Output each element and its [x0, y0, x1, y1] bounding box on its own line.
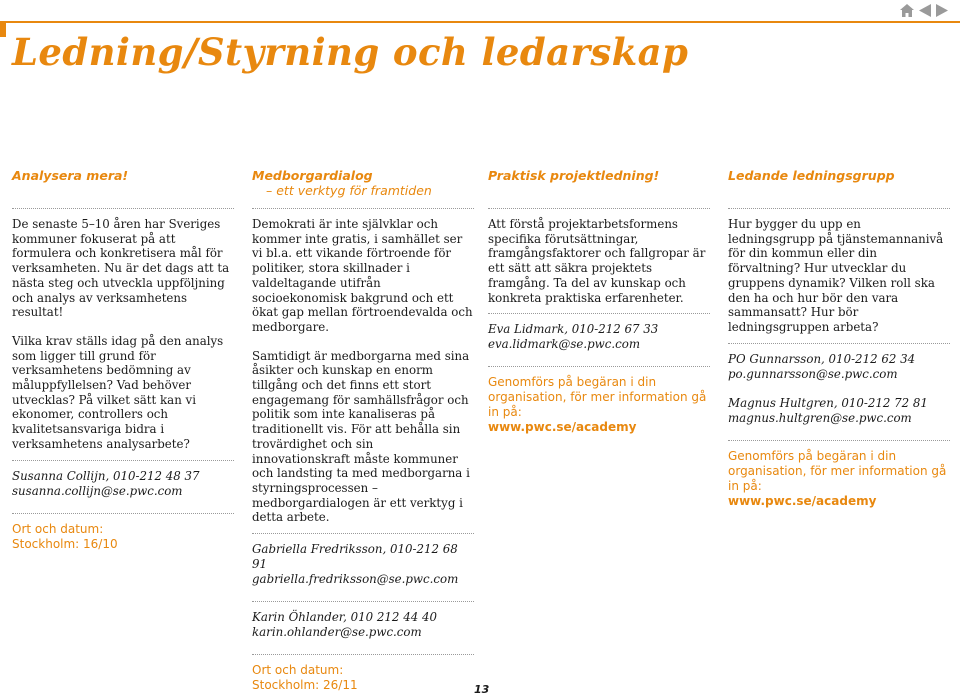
contact [12, 469, 234, 499]
paragraph: De senaste 5–10 åren har Sveriges kommuner fokuserat på att formulera och konkretisera mål för verksamheten. Nu är det dags att ta nästa steg och utveckla uppföljning och analys av verksamhetens resultat! [12, 217, 230, 320]
contact-email[interactable]: po.gunnarsson@se.pwc.com [728, 366, 898, 381]
dotted-divider [12, 513, 234, 514]
dotted-divider [488, 313, 710, 314]
header-rule-cap [0, 21, 6, 37]
column-body [728, 217, 950, 335]
dotted-divider [728, 343, 950, 344]
dotted-divider [252, 654, 474, 655]
contact-email[interactable]: magnus.hultgren@se.pwc.com [728, 410, 912, 425]
contact [252, 610, 474, 640]
column-ledande-ledningsgrupp [728, 168, 950, 509]
dotted-divider [252, 533, 474, 534]
info-link[interactable]: www.pwc.se/academy [488, 420, 637, 435]
dotted-divider [728, 208, 950, 209]
contact-name: Susanna Collijn, 010-212 48 37 [12, 468, 200, 483]
page-number: 13 [474, 683, 490, 695]
home-icon[interactable] [900, 2, 914, 21]
column-analysera-mera [12, 168, 234, 552]
contact-name: Eva Lidmark, 010-212 67 33 [488, 322, 659, 337]
info-label: Genomförs på begäran i din organisation, för mer information gå in på: [488, 375, 707, 420]
paragraph: Hur bygger du upp en ledningsgrupp på tjänstemannanivå för din kommun eller din förvaltning? Hur utvecklar du gruppens dynamik? Vilken roll ska den ha och hur bör den vara sammansatt? Hur bör ledningsgruppen arbeta? [728, 217, 944, 334]
column-heading: Ledande ledningsgrupp [728, 168, 895, 183]
column-body [12, 217, 234, 452]
heading-sub: – ett verktyg för framtiden [266, 183, 432, 198]
contact-name: Magnus Hultgren, 010-212 72 81 [728, 395, 928, 410]
course-info [252, 663, 474, 693]
forward-arrow-icon[interactable] [936, 2, 948, 21]
column-heading: Praktisk projektledning! [488, 168, 660, 183]
course-info [728, 449, 950, 509]
paragraph: Samtidigt är medborgarna med sina åsikter och kunskap en enorm tillgång och det finns ett stort engagemang för samhällsfrågor och politik som inte kanaliseras på traditionellt vis. För att behålla sin trovärdighet och sin innovationskraft måste kommuner och landsting ta med medborgarna i styrningsprocessen – medborgardialogen är ett verktyg i detta arbete. [252, 348, 470, 525]
dotted-divider [728, 440, 950, 441]
course-info [488, 375, 710, 435]
heading-main: Medborgardialog [252, 168, 373, 183]
page-navigation [900, 2, 948, 21]
course-info [12, 522, 234, 552]
dotted-divider [12, 460, 234, 461]
back-arrow-icon[interactable] [919, 2, 931, 21]
contact [252, 542, 474, 587]
contact-name: Karin Öhlander, 010 212 44 40 [252, 610, 437, 625]
column-body [488, 217, 710, 305]
contact-name: PO Gunnarsson, 010-212 62 34 [728, 351, 916, 366]
paragraph: Vilka krav ställs idag på den analys som ligger till grund för verksamhetens bedömning av måluppfyllelsen? Vad behöver utvecklas? På vilket sätt kan vi ekonomer, controllers och kvalitetsansvariga bidra i verksamhetens analysarbete? [12, 333, 224, 451]
column-praktisk-projektledning [488, 168, 710, 435]
dotted-divider [252, 208, 474, 209]
contact [488, 322, 710, 352]
info-link[interactable]: www.pwc.se/academy [728, 493, 877, 508]
contact [728, 396, 950, 426]
contact-name: Gabriella Fredriksson, 010-212 68 91 [252, 542, 458, 572]
header-rule [0, 21, 960, 23]
dotted-divider [12, 208, 234, 209]
column-body [252, 217, 474, 525]
paragraph: Demokrati är inte självklar och kommer inte gratis, i samhället ser vi bl.a. ett vikande förtroende för politiker, stora skillnader i valdeltagande utifrån socioekonomisk bakgrund och ett ökat gap mellan förtroendevalda och medborgare. [252, 217, 473, 334]
contact-email[interactable]: karin.ohlander@se.pwc.com [252, 625, 422, 640]
info-label: Ort och datum: [12, 521, 104, 536]
info-value: Stockholm: 16/10 [12, 536, 118, 551]
paragraph: Att förstå projektarbetsformens specifika förutsättningar, framgångsfaktorer och fallgropar är ett sätt att säkra projektets framgång. Ta del av kunskap och konkreta praktiska erfarenheter. [488, 217, 706, 305]
dotted-divider [252, 601, 474, 602]
info-label: Ort och datum: [252, 663, 344, 678]
contact-email[interactable]: gabriella.fredriksson@se.pwc.com [252, 572, 459, 587]
column-heading: Analysera mera! [12, 168, 129, 183]
info-label: Genomförs på begäran i din organisation, för mer information gå in på: [728, 448, 947, 493]
contact-email[interactable]: susanna.collijn@se.pwc.com [12, 483, 183, 498]
contact-email[interactable]: eva.lidmark@se.pwc.com [488, 337, 641, 352]
column-heading [252, 168, 474, 208]
info-value: Stockholm: 26/11 [252, 678, 358, 693]
dotted-divider [488, 208, 710, 209]
page-title: Ledning/Styrning och ledarskap [12, 30, 689, 74]
column-medborgardialog [252, 168, 474, 693]
dotted-divider [488, 366, 710, 367]
contact [728, 352, 950, 382]
